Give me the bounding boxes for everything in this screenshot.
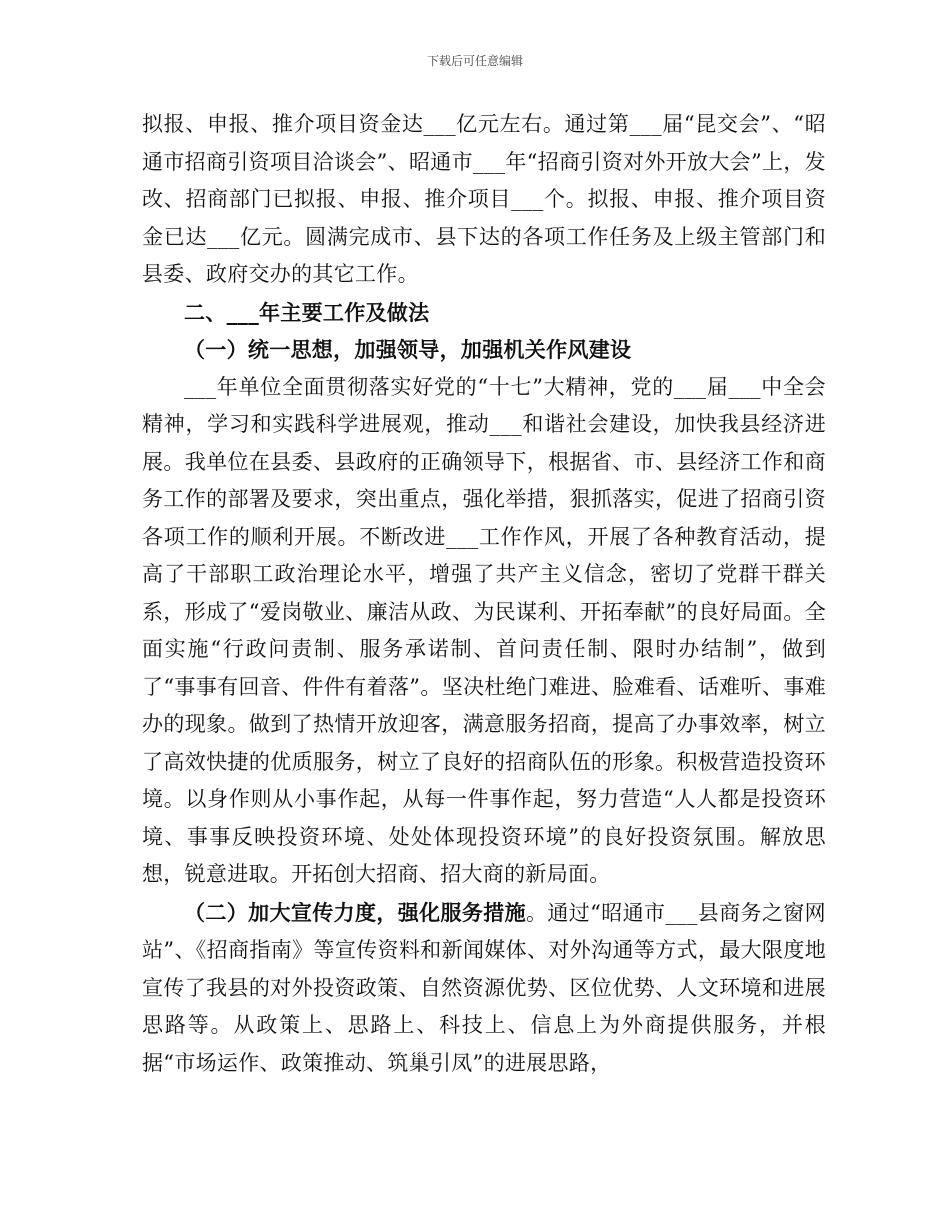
subsection-heading-2: （二）加大宣传力度，强化服务措施 — [184, 899, 526, 925]
page-header: 下载后可任意编辑 — [426, 54, 523, 68]
paragraph-publicity — [142, 894, 826, 1083]
paragraph-publicity-text: 。通过“昭通市___县商务之窗网站”、《招商指南》等宣传资料和新闻媒体、对外沟通等方式，最大限度地宣传了我县的对外投资政策、自然资源优势、区位优势、人文环境和进展思路等。从政策上、思路上、科技上、信息上为外商提供服务，并根据“市场运作、政策推动、筑巢引凤”的进展思路， — [142, 900, 826, 1075]
paragraph-work-style: ___年单位全面贯彻落实好党的“十七”大精神，党的___届___中全会精神，学习和实践科学进展观，推动___和谐社会建设，加快我县经济进展。我单位在县委、县政府的正确领导下，根据省、市、县经济工作和商务工作的部署及要求，突出重点，强化举措，狠抓落实，促进了招商引资各项工作的顺利开展。不断改进___工作作风，开展了各种教育活动，提高了干部职工政治理论水平，增强了共产主义信念，密切了党群干群关系，形成了“爱岗敬业、廉洁从政、为民谋利、开拓奉献”的良好局面。全面实施“行政问责制、服务承诺制、首问责任制、限时办结制”，做到了“事事有回音、件件有着落”。坚决杜绝门难进、脸难看、话难听、事难办的现象。做到了热情开放迎客，满意服务招商，提高了办事效率，树立了高效快捷的优质服务，树立了良好的招商队伍的形象。积极营造投资环境。以身作则从小事作起，从每一件事作起，努力营造“人人都是投资环境、事事反映投资环境、处处体现投资环境”的良好投资氛围。解放思想，锐意进取。开拓创大招商、招大商的新局面。 — [142, 374, 826, 886]
section-heading: 二、___年主要工作及做法 — [184, 299, 430, 325]
document-body — [142, 106, 826, 1082]
subsection-heading-1: （一）统一思想，加强领导，加强机关作风建设 — [184, 337, 632, 362]
paragraph-continued: 拟报、申报、推介项目资金达___亿元左右。通过第___届“昆交会”、“昭通市招商引资项目洽谈会”、昭通市___年“招商引资对外开放大会”上，发改、招商部门已拟报、申报、推介项目___个。拟报、申报、推介项目资金已达___亿元。圆满完成市、县下达的各项工作任务及上级主管部门和县委、政府交办的其它工作。 — [142, 112, 826, 286]
